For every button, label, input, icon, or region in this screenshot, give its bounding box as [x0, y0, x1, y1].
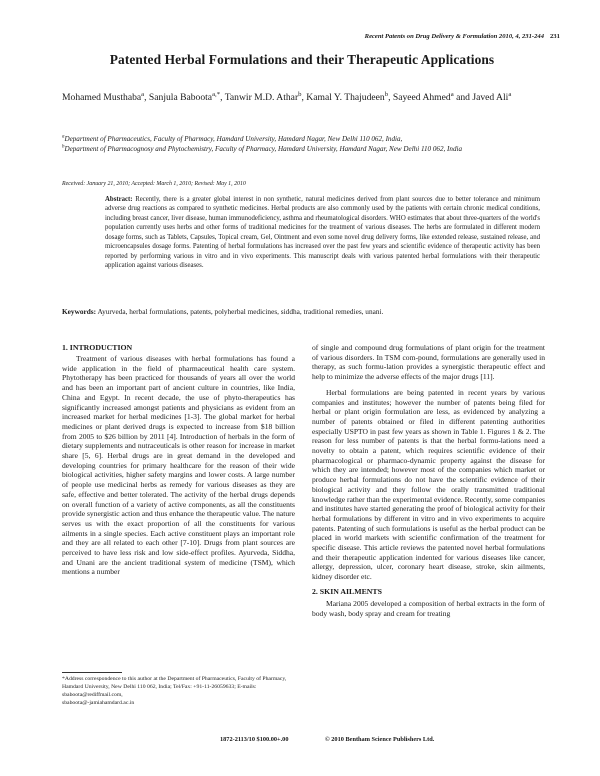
author-list: Mohamed Musthaba$^a$, Sanjula Baboota$^{a,*}$, Tanwir M.D. Athar$^b$, Kamal Y. Thajudeen$^b$, Sayeed Ahmed$^a$ and Javed Ali$^a$ — [62, 90, 512, 103]
keywords — [62, 307, 540, 316]
journal-header: Recent Patents on Drug Delivery & Formulation 2010, 4, 231-244 — [364, 33, 544, 40]
section-heading-introduction: 1. INTRODUCTION — [62, 343, 133, 352]
author: Javed Ali — [472, 92, 509, 103]
abstract-label: Abstract: — [105, 196, 133, 203]
page-number: 231 — [550, 33, 560, 40]
author: Tanwir M.D. Athar — [224, 92, 299, 103]
footnote-divider — [62, 672, 122, 673]
affiliations — [62, 134, 540, 155]
abstract — [105, 195, 540, 271]
abstract-text: Recently, there is a greater global interest in non synthetic, natural medicines derived from plant sources due to better tolerance and minimum adverse drug reactions as compared to synthetic medicines. Herbal products are also commonly used by the patients with certain chronic medical conditions, including breast cancer, liver disease, human immunodeficiency, asthma and rheumatological disorders. WHO estimates that about three-quarters of the world's population currently uses herbs and other forms of traditional medicines for the treatment of various diseases. The herbs are formulated in different modern dosage forms, such as Tablets, Capsules, Topical cream, Gel, Ointment and even some novel drug delivery forms, like extended release, sustained release, and microencapsules dosage forms. Patenting of herbal formulations has increased over the past few years and scientific evidence of therapeutic activity has been reported by performing various in vitro and in vivo experiments. This manuscript deals with various patented herbal formulations with their therapeutic application against various diseases. — [105, 196, 541, 270]
paragraph: Treatment of various diseases with herbal formulations has found a wide application in the field of pharmaceutical health care system. Phytotherapy has been practiced for thousands of years all over the world and has been an important part of ancient culture in countries, like India, China and Egypt. In recent decade, the use of phyto-therapeutics has significantly increased amongst patients and physicians as evident from an increased market for herbal medicines [1-3]. The global market for herbal medicines or plant derived drugs is expected to increase from $18 billion from 2005 to $26 billion by 2011 [4]. Introduction of herbals in the form of dietary supplements and nutraceuticals is other reason for increase in market share [5, 6]. Herbal drugs are in great demand in the developed and developing countries for primary healthcare for the reason of their wide biological activities, higher safety margins and lower costs. A large number of people use medicinal herbs as remedy for various diseases as they are safe, effective and better tolerated. The activity of the herbal drugs depends on overall function of a variety of active components, as all the constituents provide synergistic action and thus enhance the therapeutic value. The nature serves us with the exact proportion of all the constituents for various ailments in a single species. Each active constituent plays an important role and they are all related to each other [7-10]. Drugs from plant sources are perceived to have less risk and low side-effect profiles. Ayurveda, Siddha, and Unani are the ancient traditional system of medicine (TSM), which mentions a number — [62, 354, 295, 577]
author: Mohamed Musthaba — [62, 92, 142, 103]
affiliation-b: $^b$Department of Pharmacognosy and Phytochemistry, Faculty of Pharmacy, Hamdard University, Hamdard Nagar, New Delhi 110 062, India — [62, 144, 463, 154]
author: Kamal Y. Thajudeen — [306, 92, 385, 103]
author: Sayeed Ahmed — [392, 92, 451, 103]
body-column-left — [62, 354, 295, 577]
keywords-label: Keywords: — [62, 307, 97, 316]
body-column-right — [312, 343, 545, 582]
paragraph: of single and compound drug formulations of plant origin for the treatment of various disorders. In TSM com-pound, formulations are generally used in therapy, as such formu-lation provides a synergistic therapeutic effect and help to minimize the adverse effects of the major drugs [11]. — [312, 343, 545, 382]
section-heading-skin-ailments: 2. SKIN AILMENTS — [312, 587, 382, 596]
paragraph: Mariana 2005 developed a composition of herbal extracts in the form of body wash, body spray and cream for treating — [312, 599, 545, 618]
keywords-text: Ayurveda, herbal formulations, patents, polyherbal medicines, siddha, traditional remedies, unani. — [97, 307, 384, 316]
issn-price: 1872-2113/10 $100.00+.00 — [220, 736, 289, 743]
received-dates: Received: January 21, 2010; Accepted: March 1, 2010; Revised: May 1, 2010 — [62, 181, 246, 187]
copyright: © 2010 Bentham Science Publishers Ltd. — [325, 736, 435, 743]
paragraph: Herbal formulations are being patented in recent years by various companies and institutes; however the number of patents being filed for herbal or plant origin formulation are less, as evidenced by analyzing a number of patents obtained or filed in different patenting authorities especially USPTO in past few years as shown in Table 1. Figures 1 & 2. The reason for less number of patents is that the herbal formu-lations need a novelty to obtain a patent, which requires scientific evidence of their pharmacological or pharmaco-dynamic property against the disease for which they are intended; however most of the companies which market or produce herbal formulations do not have the scientific evidence of their biological activity and they follow the orally transmitted traditional knowledge rather than the experimental evidence. Recently, some companies and institutes have started generating the proof of biological activity for their herbal formulations by different in vitro and in vivo experiments to acquire patents. Patenting of such formulations is useful as the herbal product can be placed in world markets with scientific confirmation of the treatment for specific disease. This article reviews the patented novel herbal formulations and their therapeutic application indented for various diseases like cancer, allergy, depression, ulcer, coronary heart disease, stroke, skin ailments, kidney disorder etc. — [312, 387, 545, 582]
article-title: Patented Herbal Formulations and their Therapeutic Applications — [109, 52, 495, 67]
correspondence-footnote: *Address correspondence to this author at the Department of Pharmaceutics, Faculty of Pharmacy, Hamdard University, New Delhi 110 062, India; Tel/Fax: +91-11-26059633; E-mails: sbaboota@rediffmail.com, sbaboota@-jamiahamdard.ac.in — [62, 676, 287, 707]
affiliation-a: $^a$Department of Pharmaceutics, Faculty of Pharmacy, Hamdard University, Hamdard Nagar, New Delhi 110 062, India, — [62, 134, 403, 143]
body-column-right-section2 — [312, 599, 545, 618]
author: Sanjula Baboota — [148, 92, 213, 103]
